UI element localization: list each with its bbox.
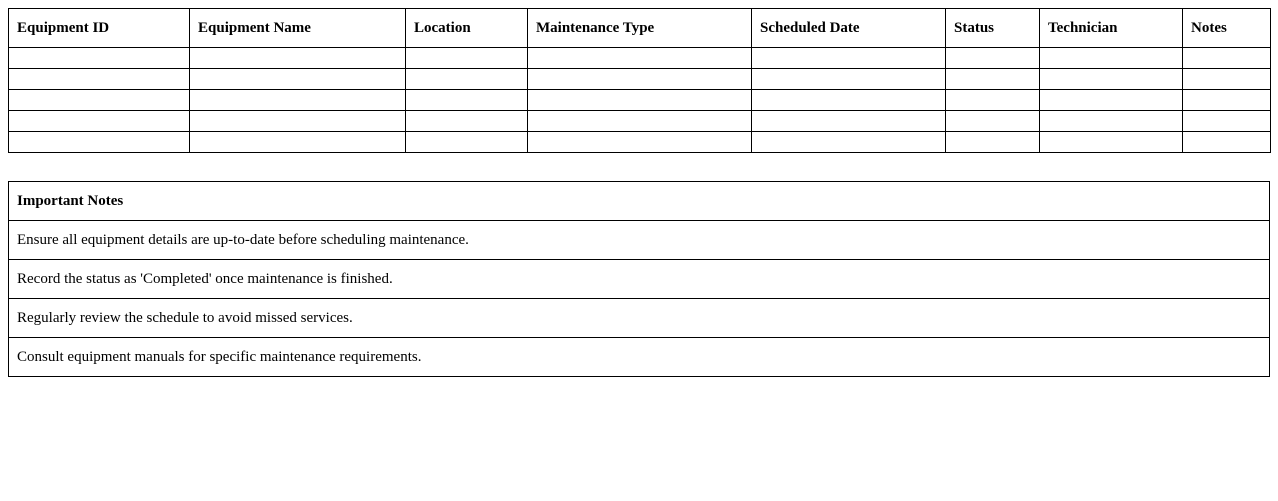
notes-title: Important Notes <box>9 182 1270 221</box>
table-cell[interactable] <box>752 48 946 69</box>
table-header-row <box>9 9 1271 48</box>
table-cell[interactable] <box>752 90 946 111</box>
table-cell[interactable] <box>528 48 752 69</box>
table-cell[interactable] <box>946 90 1040 111</box>
table-cell[interactable] <box>752 132 946 153</box>
column-header-scheduled-date: Scheduled Date <box>752 9 946 48</box>
table-cell[interactable] <box>1183 90 1271 111</box>
table-cell[interactable] <box>406 90 528 111</box>
table-row <box>9 90 1271 111</box>
table-cell[interactable] <box>1183 69 1271 90</box>
column-header-status: Status <box>946 9 1040 48</box>
table-cell[interactable] <box>190 132 406 153</box>
note-item: Record the status as 'Completed' once maintenance is finished. <box>9 260 1270 299</box>
table-cell[interactable] <box>406 48 528 69</box>
note-item: Regularly review the schedule to avoid missed services. <box>9 299 1270 338</box>
table-cell[interactable] <box>528 111 752 132</box>
table-cell[interactable] <box>9 69 190 90</box>
table-cell[interactable] <box>528 69 752 90</box>
note-item: Consult equipment manuals for specific maintenance requirements. <box>9 338 1270 377</box>
note-item: Ensure all equipment details are up-to-date before scheduling maintenance. <box>9 221 1270 260</box>
table-cell[interactable] <box>946 132 1040 153</box>
table-cell[interactable] <box>190 111 406 132</box>
table-cell[interactable] <box>1040 48 1183 69</box>
table-cell[interactable] <box>946 69 1040 90</box>
table-cell[interactable] <box>1183 132 1271 153</box>
table-cell[interactable] <box>946 111 1040 132</box>
note-row <box>9 260 1270 299</box>
page-content <box>8 8 1270 377</box>
table-row <box>9 111 1271 132</box>
table-row <box>9 69 1271 90</box>
table-cell[interactable] <box>9 132 190 153</box>
table-cell[interactable] <box>190 69 406 90</box>
table-cell[interactable] <box>946 48 1040 69</box>
column-header-equipment-name: Equipment Name <box>190 9 406 48</box>
table-cell[interactable] <box>1040 111 1183 132</box>
table-cell[interactable] <box>190 90 406 111</box>
table-cell[interactable] <box>752 111 946 132</box>
maintenance-schedule-table <box>8 8 1271 153</box>
column-header-notes: Notes <box>1183 9 1271 48</box>
column-header-technician: Technician <box>1040 9 1183 48</box>
table-cell[interactable] <box>406 111 528 132</box>
table-cell[interactable] <box>1040 132 1183 153</box>
table-cell[interactable] <box>190 48 406 69</box>
column-header-maintenance-type: Maintenance Type <box>528 9 752 48</box>
table-row <box>9 132 1271 153</box>
table-cell[interactable] <box>1040 69 1183 90</box>
note-row <box>9 221 1270 260</box>
table-cell[interactable] <box>1183 48 1271 69</box>
table-cell[interactable] <box>528 90 752 111</box>
note-row <box>9 299 1270 338</box>
table-cell[interactable] <box>1040 90 1183 111</box>
important-notes-table <box>8 181 1270 377</box>
column-header-equipment-id: Equipment ID <box>9 9 190 48</box>
table-cell[interactable] <box>406 69 528 90</box>
table-cell[interactable] <box>9 48 190 69</box>
table-cell[interactable] <box>528 132 752 153</box>
table-cell[interactable] <box>406 132 528 153</box>
column-header-location: Location <box>406 9 528 48</box>
table-cell[interactable] <box>752 69 946 90</box>
table-cell[interactable] <box>1183 111 1271 132</box>
table-row <box>9 48 1271 69</box>
table-cell[interactable] <box>9 111 190 132</box>
table-cell[interactable] <box>9 90 190 111</box>
note-row <box>9 338 1270 377</box>
notes-header-row <box>9 182 1270 221</box>
